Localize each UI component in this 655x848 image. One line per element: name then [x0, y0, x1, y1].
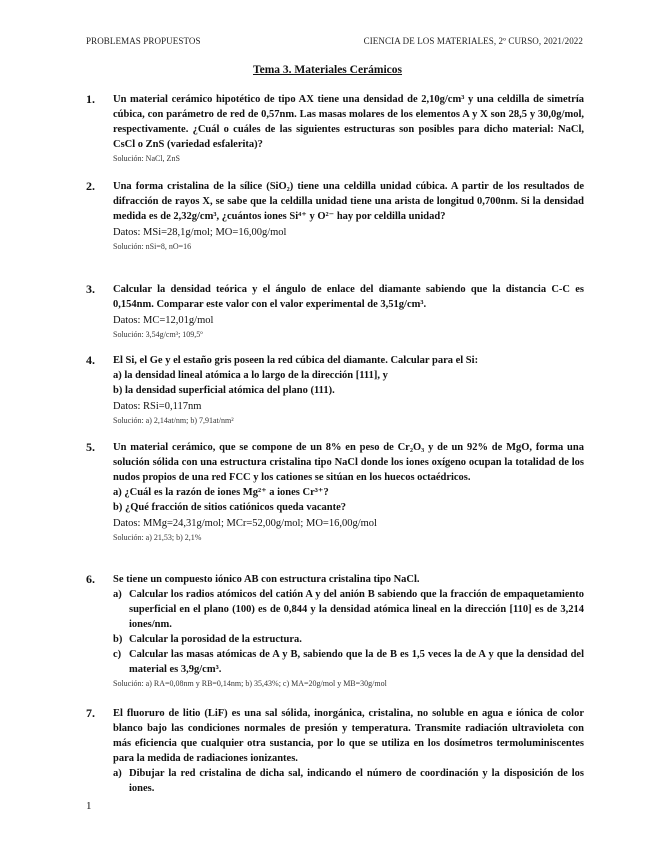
- page-title: Tema 3. Materiales Cerámicos: [252, 64, 403, 76]
- problem-solution: Solución: a) 2,14at/nm; b) 7,91at/nm²: [113, 416, 234, 425]
- subitem-text: Calcular las masas atómicas de A y B, sabiendo que la de B es 1,5 veces la de A y que la densidad del material es 3,9g/cm³.: [129, 649, 584, 675]
- subitem-label: a): [113, 589, 122, 600]
- problem-data: Datos: MSi=28,1g/mol; MO=16,00g/mol: [113, 227, 287, 238]
- problem-statement: Un material cerámico, que se compone de un 8% en peso de Cr₂O₃ y de un 92% de MgO, forma una solución sólida con una estructura cristalina tipo NaCl donde los iones oxígeno ocupan la totalidad de los nudos propios de una red FCC y los cationes se sitúan en los huecos octaédricos.: [113, 442, 584, 483]
- problem-item-a: a) ¿Cuál es la razón de iones Mg²⁺ a iones Cr³⁺?: [113, 487, 329, 498]
- problem-item-a: a) la densidad lineal atómica a lo largo de la dirección [111], y: [113, 370, 388, 381]
- subitem-text: Calcular los radios atómicos del catión A y del anión B sabiendo que la fracción de empaquetamiento superficial en el plano (100) es de 0,844 y la densidad atómica lineal en la dirección [110] es de 3,214 iones/nm.: [129, 589, 584, 630]
- subitem-text: Dibujar la red cristalina de dicha sal, indicando el número de coordinación y la disposición de los iones.: [129, 768, 584, 794]
- problem-number: 4.: [86, 353, 95, 367]
- problem-number: 2.: [86, 179, 95, 193]
- problem-solution: Solución: a) RA=0,08nm y RB=0,14nm; b) 35,43%; c) MA=20g/mol y MB=30g/mol: [113, 679, 387, 688]
- problem-2: [86, 179, 584, 253]
- subitem-label: a): [113, 768, 122, 779]
- subitem-b: [113, 632, 584, 647]
- problem-data: Datos: MC=12,01g/mol: [113, 315, 214, 326]
- problem-solution: Solución: a) 21,53; b) 2,1%: [113, 533, 202, 542]
- problem-5: [86, 440, 584, 544]
- subitem-a: [113, 587, 584, 632]
- problem-solution: Solución: NaCl, ZnS: [113, 154, 180, 163]
- problem-solution: Solución: 3,54g/cm³; 109,5º: [113, 330, 203, 339]
- problem-data: Datos: RSi=0,117nm: [113, 401, 202, 412]
- page-number: 1: [86, 800, 92, 812]
- subitem-a: [113, 766, 584, 796]
- problem-statement: El fluoruro de litio (LiF) es una sal sólida, inorgánica, cristalina, no soluble en agua e iónica de color blanco bajo las condiciones normales de presión y temperatura. Transmite radiación ultravioleta con más eficiencia que cualquier otra sustancia, por lo que se utiliza en los dosímetros termoluminiscentes para la medida de radiaciones ionizantes.: [113, 708, 584, 764]
- problem-number: 1.: [86, 92, 95, 106]
- problem-number: 3.: [86, 282, 95, 296]
- problem-statement: Un material cerámico hipotético de tipo AX tiene una densidad de 2,10g/cm³ y una celdilla de simetría cúbica, con parámetro de red de 0,57nm. Las masas molares de los elementos A y X son 28,5 y 30,0g/mol, respectivamente. ¿Cuál o cuáles de las siguientes estructuras son posibles para dicho material: NaCl, CsCl o ZnS (variedad esfalerita)?: [113, 94, 584, 150]
- subitem-label: c): [113, 649, 122, 660]
- problem-4: [86, 353, 584, 427]
- problem-number: 6.: [86, 572, 95, 586]
- problem-3: [86, 282, 584, 341]
- problem-6: [86, 572, 584, 690]
- problem-statement: Se tiene un compuesto iónico AB con estructura cristalina tipo NaCl.: [113, 574, 420, 585]
- problem-statement: Calcular la densidad teórica y el ángulo de enlace del diamante sabiendo que la distancia C-C es 0,154nm. Comparar este valor con el valor experimental de 3,51g/cm³.: [113, 284, 584, 310]
- subitem-c: [113, 647, 584, 677]
- problem-7: [86, 706, 584, 796]
- problem-statement: Una forma cristalina de la sílice (SiO₂) tiene una celdilla unidad cúbica. A partir de los resultados de difracción de rayos X, se sabe que la celdilla unidad tiene una arista de longitud 0,700nm. Si la densidad medida es de 2,32g/cm³, ¿cuántos iones Si⁴⁺ y O²⁻ hay por celdilla unidad?: [113, 181, 584, 222]
- subitem-text: Calcular la porosidad de la estructura.: [129, 634, 302, 645]
- problem-solution: Solución: nSi=8, nO=16: [113, 242, 192, 251]
- problem-1: [86, 92, 584, 165]
- header-right: CIENCIA DE LOS MATERIALES, 2º CURSO, 2021/2022: [363, 36, 583, 46]
- problem-statement: El Si, el Ge y el estaño gris poseen la red cúbica del diamante. Calcular para el Si:: [113, 355, 479, 366]
- problem-item-b: b) ¿Qué fracción de sitios catiónicos queda vacante?: [113, 502, 347, 513]
- problem-data: Datos: MMg=24,31g/mol; MCr=52,00g/mol; MO=16,00g/mol: [113, 518, 377, 529]
- problem-number: 7.: [86, 706, 95, 720]
- problem-item-b: b) la densidad superficial atómica del plano (111).: [113, 385, 335, 396]
- subitem-label: b): [113, 634, 123, 645]
- header-left: PROBLEMAS PROPUESTOS: [86, 36, 201, 46]
- problem-number: 5.: [86, 440, 95, 454]
